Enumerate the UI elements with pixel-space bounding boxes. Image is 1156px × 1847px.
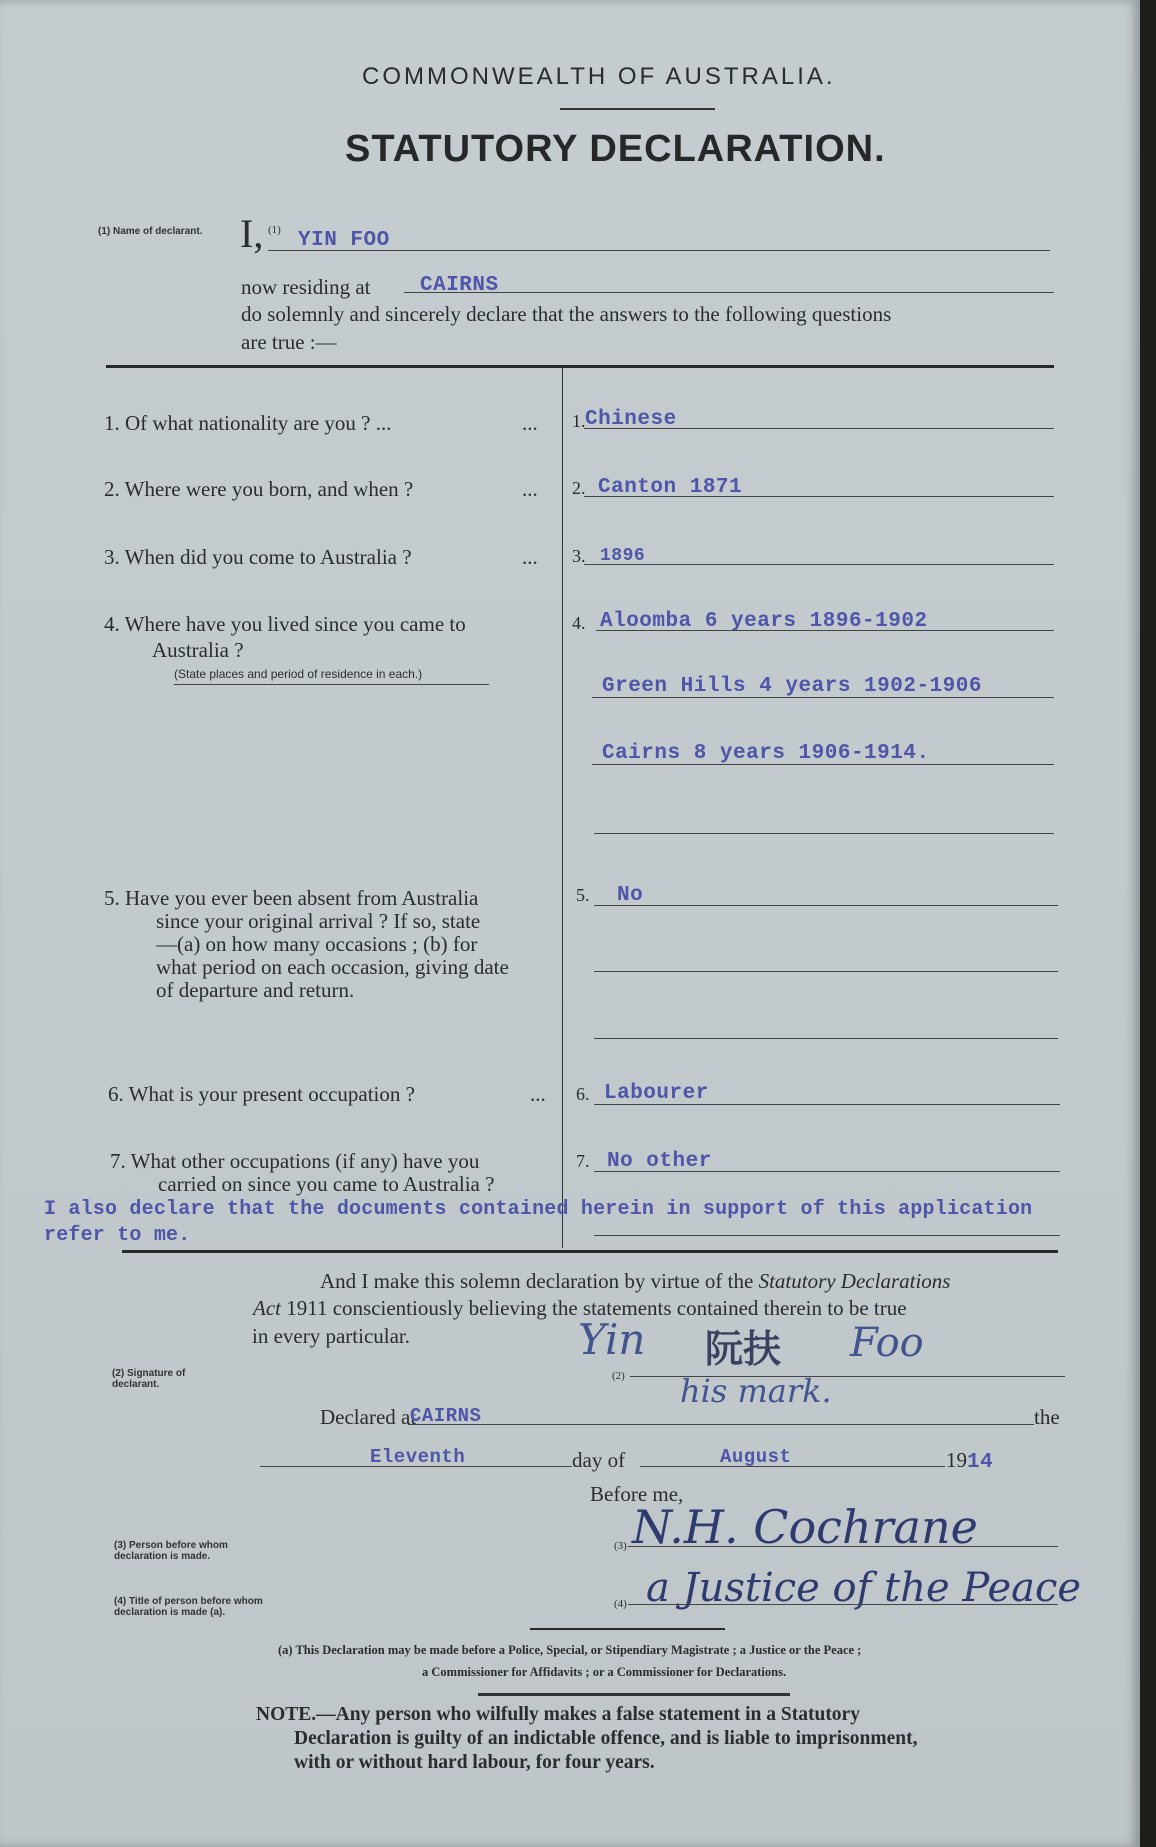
- witness-title: a Justice of the Peace: [646, 1565, 1082, 1611]
- declared-day-of: day of: [572, 1448, 626, 1472]
- solemn-line-3: in every particular.: [252, 1324, 411, 1348]
- answer-3-line: [584, 564, 1054, 565]
- witness-margin-label: (3) Person before whom declaration is made.: [114, 1540, 228, 1562]
- commonwealth-heading: COMMONWEALTH OF AUSTRALIA.: [362, 63, 836, 90]
- answer-7-number: 7.: [576, 1151, 590, 1171]
- question-4-note: (State places and period of residence in each.): [174, 667, 423, 681]
- question-1-dots: ...: [522, 411, 538, 435]
- question-5-number: 5.: [104, 886, 120, 910]
- signature-margin-label: (2) Signature of declarant.: [112, 1368, 186, 1390]
- signature-marker: (2): [612, 1370, 625, 1382]
- answer-6-number: 6.: [576, 1084, 590, 1104]
- question-5: [104, 887, 478, 910]
- answer-7: No other: [607, 1150, 712, 1173]
- question-2-dots: ...: [522, 477, 538, 501]
- question-4-note-underline: [174, 684, 489, 685]
- question-5-text-3: —(a) on how many occasions ; (b) for: [156, 932, 478, 956]
- solemn-line-1: [320, 1269, 950, 1294]
- additional-declaration-rule: [594, 1235, 1060, 1236]
- answer-5: No: [617, 884, 644, 907]
- note-line-1: NOTE.—Any person who wilfully makes a false statement in a Statutory: [256, 1704, 860, 1725]
- question-5-text-4: what period on each occasion, giving date: [156, 955, 509, 979]
- answer-2: Canton 1871: [598, 476, 743, 499]
- question-7-text-2: carried on since you came to Australia ?: [158, 1172, 495, 1196]
- declared-year-prefix: 19: [946, 1448, 967, 1472]
- answer-4-rule-1: [596, 630, 1054, 631]
- question-7-text-1: What other occupations (if any) have you: [130, 1149, 480, 1173]
- answer-5-rule-2: [594, 971, 1058, 972]
- solemn-act-name: Statutory Declarations: [758, 1269, 951, 1293]
- header-rule: [560, 108, 715, 110]
- solemn-line-1-text: And I make this solemn declaration by virtue of the: [320, 1269, 754, 1293]
- question-3-text: When did you come to Australia ?: [124, 545, 412, 569]
- question-6-dots: ...: [530, 1082, 546, 1106]
- answer-1-line: [584, 428, 1054, 429]
- witness-title-margin-label: (4) Title of person before whom declaration is made (a).: [114, 1596, 263, 1618]
- footnote-separator: [530, 1628, 725, 1630]
- note-line-2: Declaration is guilty of an indictable offence, and is liable to imprisonment,: [294, 1728, 918, 1749]
- declared-month: August: [720, 1446, 792, 1468]
- answer-2-line: [584, 496, 1054, 497]
- declared-place: CAIRNS: [410, 1405, 482, 1427]
- witness-marker: (3): [614, 1540, 627, 1552]
- answer-4-rule-3: [592, 764, 1054, 765]
- answer-4-rule-2: [592, 697, 1054, 698]
- question-2-number: 2.: [104, 477, 120, 501]
- declarant-name-line: [268, 250, 1050, 251]
- footnote-line-1: (a) This Declaration may be made before a Police, Special, or Stipendiary Magistrate ; a Justice or the Peace ;: [278, 1643, 862, 1657]
- question-4: [104, 613, 466, 636]
- question-7-number: 7.: [110, 1149, 126, 1173]
- question-3-dots: ...: [522, 545, 538, 569]
- declare-line-2: are true :—: [241, 330, 337, 354]
- question-6-text: What is your present occupation ?: [128, 1082, 415, 1106]
- question-1: [104, 412, 392, 435]
- signature-chinese: 阮扶: [705, 1326, 782, 1371]
- solemn-act-word: Act: [253, 1296, 281, 1320]
- note-line-3: with or without hard labour, for four years.: [294, 1752, 655, 1773]
- declared-year: [946, 1448, 993, 1474]
- additional-declaration-line-2: refer to me.: [44, 1224, 191, 1247]
- question-6: [108, 1083, 415, 1106]
- answer-3-number: 3.: [572, 546, 586, 566]
- signature-mark: his mark.: [680, 1372, 832, 1410]
- witness-title-marker: (4): [614, 1598, 627, 1610]
- answer-3: 1896: [600, 546, 646, 566]
- answer-2-number: 2.: [572, 478, 586, 498]
- answer-6-line: [594, 1104, 1060, 1105]
- question-1-number: 1.: [104, 411, 120, 435]
- declare-line-1: do solemnly and sincerely declare that the answers to the following questions: [241, 302, 892, 326]
- answer-7-line: [594, 1171, 1060, 1172]
- declared-day: Eleventh: [370, 1446, 466, 1468]
- answer-5-rule-3: [594, 1038, 1058, 1039]
- declarant-name: YIN FOO: [298, 229, 390, 252]
- answer-4-line-1: Aloomba 6 years 1896-1902: [600, 610, 928, 633]
- witness-title-line: [628, 1604, 1058, 1605]
- questions-top-rule: [106, 365, 1054, 368]
- question-7: [110, 1150, 479, 1173]
- additional-declaration-line-1: I also declare that the documents contained herein in support of this application: [44, 1198, 1033, 1221]
- solemn-line-2-text: 1911 conscientiously believing the statements contained therein to be true: [286, 1296, 907, 1320]
- question-5-text-2: since your original arrival ? If so, state: [156, 909, 481, 933]
- declared-the: the: [1034, 1405, 1060, 1429]
- question-3: [104, 546, 412, 569]
- residence-value: CAIRNS: [420, 274, 499, 297]
- declared-day-line: [260, 1466, 572, 1467]
- declarant-prefix: I,: [240, 211, 264, 256]
- answer-1: Chinese: [585, 408, 677, 431]
- signature-latin-2: Foo: [850, 1320, 924, 1366]
- question-4-text-1: Where have you lived since you came to: [124, 612, 466, 636]
- answer-4-line-2: Green Hills 4 years 1902-1906: [602, 675, 982, 698]
- answer-5-number: 5.: [576, 885, 590, 905]
- answer-6: Labourer: [604, 1082, 709, 1105]
- question-4-number: 4.: [104, 612, 120, 636]
- question-5-text-1: Have you ever been absent from Australia: [125, 886, 479, 910]
- residence-line: [404, 292, 1054, 293]
- declared-month-line: [640, 1466, 945, 1467]
- note-separator: [478, 1693, 790, 1696]
- questions-bottom-rule: [122, 1250, 1058, 1253]
- column-divider: [562, 368, 563, 1248]
- question-2: [104, 478, 413, 501]
- document-title: STATUTORY DECLARATION.: [345, 128, 886, 170]
- question-5-text-5: of departure and return.: [156, 978, 355, 1002]
- answer-4-line-3: Cairns 8 years 1906-1914.: [602, 742, 930, 765]
- residing-label: now residing at: [241, 275, 371, 299]
- question-1-text: Of what nationality are you ? ...: [125, 411, 392, 435]
- before-me: Before me,: [590, 1482, 684, 1506]
- witness-signature-line: [628, 1546, 1058, 1547]
- answer-5-rule-1: [594, 905, 1058, 906]
- declared-label: Declared at: [320, 1405, 417, 1429]
- witness-signature: N.H. Cochrane: [632, 1500, 978, 1554]
- signature-latin: Yin: [578, 1315, 646, 1364]
- declarant-margin-label: (1) Name of declarant.: [98, 226, 203, 237]
- question-2-text: Where were you born, and when ?: [124, 477, 414, 501]
- footnote-line-2: a Commissioner for Affidavits ; or a Commissioner for Declarations.: [422, 1665, 787, 1679]
- declarant-prefix-marker: (1): [268, 224, 281, 236]
- declared-place-line: [408, 1424, 1034, 1425]
- answer-4-number: 4.: [572, 613, 586, 633]
- answer-4-rule-4: [594, 833, 1054, 834]
- declared-year-suffix: 14: [967, 1451, 994, 1474]
- question-3-number: 3.: [104, 545, 120, 569]
- question-4-text-2: Australia ?: [152, 638, 244, 662]
- question-6-number: 6.: [108, 1082, 124, 1106]
- answer-1-number: 1.: [572, 411, 586, 431]
